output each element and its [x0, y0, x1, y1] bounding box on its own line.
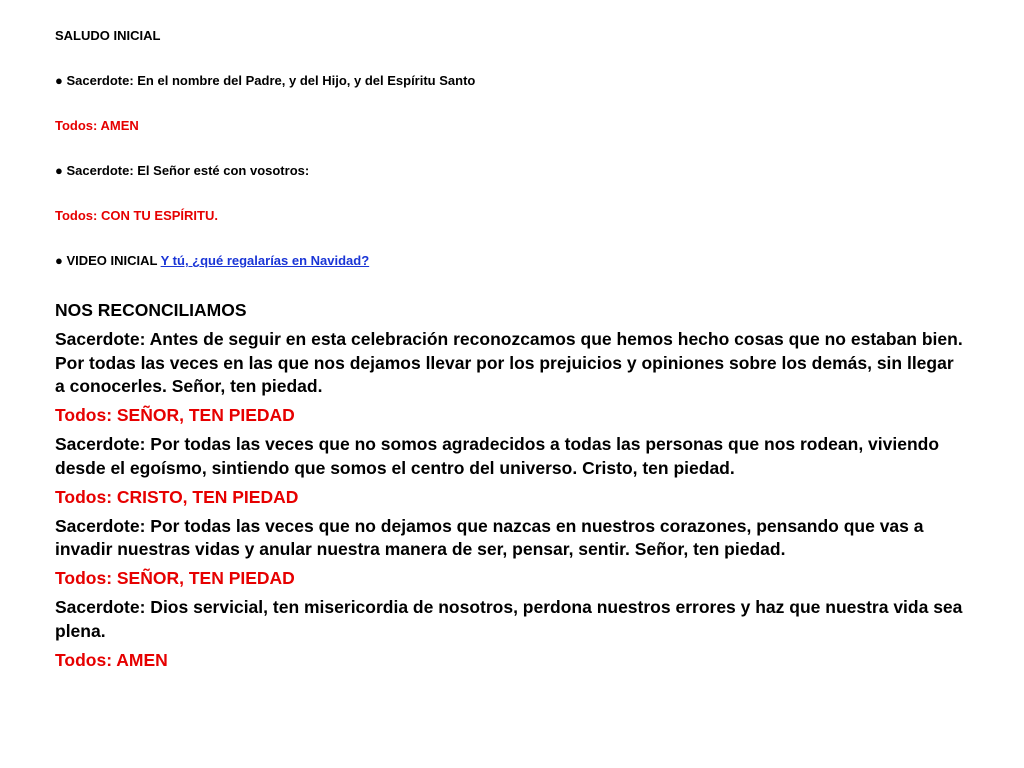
reconciliamos-section — [55, 299, 965, 678]
sacerdote-paragraph-2: Sacerdote: Por todas las veces que no somos agradecidos a todas las personas que nos rodean, viviendo desde el egoísmo, sintiendo que somos el centro del universo. Cristo, ten piedad. — [55, 434, 940, 478]
sacerdote-paragraph-4: Sacerdote: Dios servicial, ten misericordia de nosotros, perdona nuestros errores y haz que nuestra vida sea plena. — [55, 597, 963, 641]
video-line — [55, 253, 369, 269]
todos-response-senor-1: Todos: SEÑOR, TEN PIEDAD — [55, 405, 295, 425]
sacerdote-line-1: ● Sacerdote: En el nombre del Padre, y del Hijo, y del Espíritu Santo — [55, 73, 476, 88]
sacerdote-paragraph-3: Sacerdote: Por todas las veces que no dejamos que nazcas en nuestros corazones, pensando que vas a invadir nuestras vidas y anular nuestra manera de ser, pensar, sentir. Señor, ten piedad. — [55, 515, 924, 559]
reconciliamos-heading: NOS RECONCILIAMOS — [55, 300, 247, 320]
sacerdote-paragraph-1: Sacerdote: Antes de seguir en esta celebración reconozcamos que hemos hecho cosas que no estaban bien. Por todas las veces en las que nos dejamos llevar por los prejuicios y opiniones sobre los demás, sin llegar a conocerles. Señor, ten piedad. — [55, 329, 963, 396]
video-prefix: ● VIDEO INICIAL — [55, 253, 161, 268]
todos-response-amen: Todos: AMEN — [55, 649, 168, 670]
todos-response-2: Todos: CON TU ESPÍRITU. — [55, 208, 218, 223]
todos-response-senor-2: Todos: SEÑOR, TEN PIEDAD — [55, 568, 295, 588]
todos-response-cristo: Todos: CRISTO, TEN PIEDAD — [55, 486, 299, 507]
todos-response-1: Todos: AMEN — [55, 118, 139, 133]
video-link[interactable]: Y tú, ¿qué regalarías en Navidad? — [160, 253, 370, 268]
sacerdote-line-2: ● Sacerdote: El Señor esté con vosotros: — [55, 163, 310, 178]
saludo-heading: SALUDO INICIAL — [55, 28, 161, 43]
